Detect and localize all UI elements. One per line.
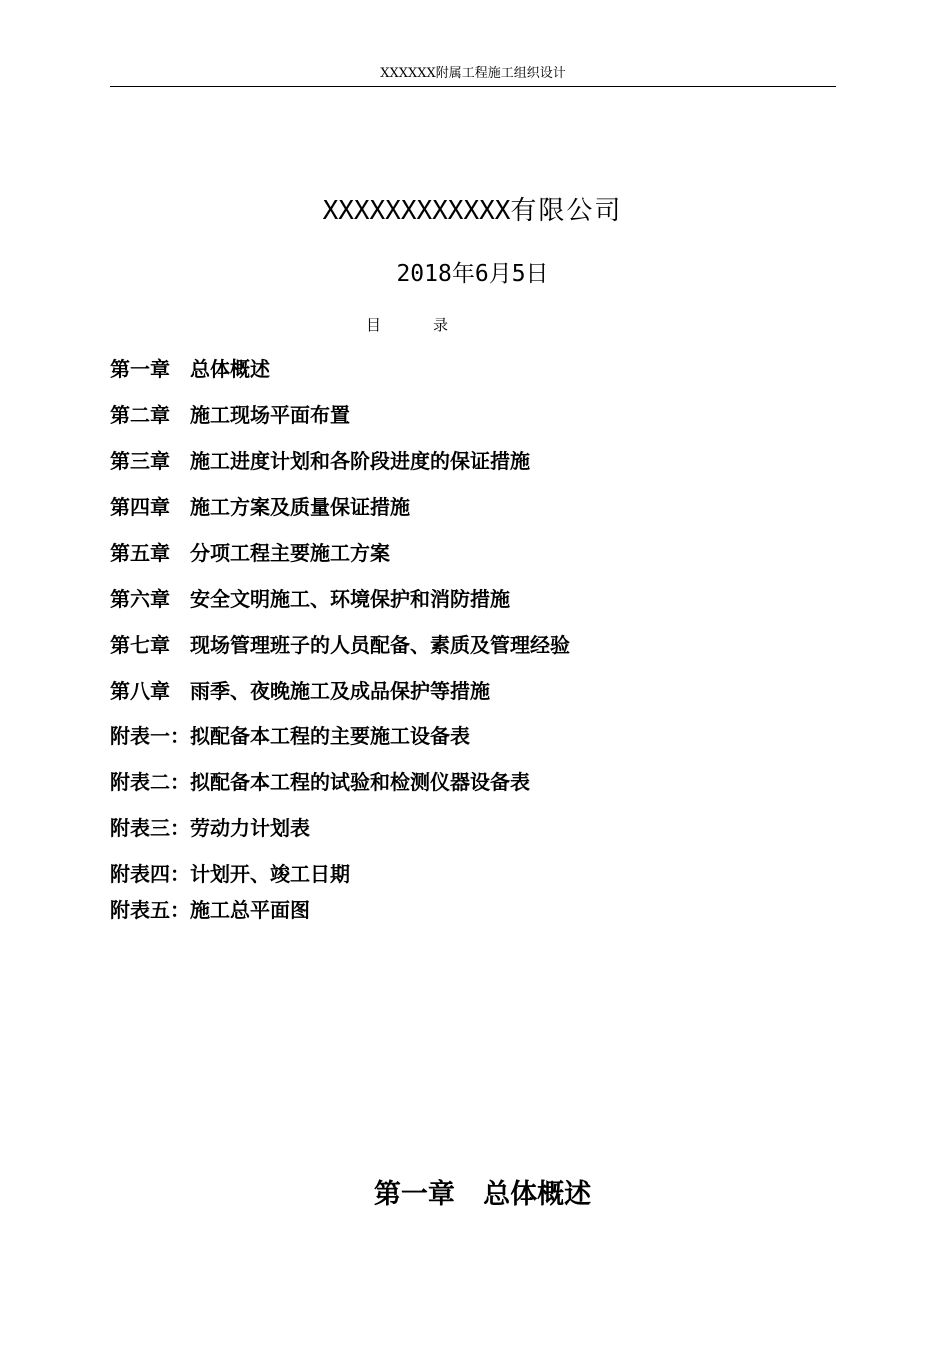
chapter-heading-title: 总体概述 bbox=[483, 1179, 592, 1210]
toc-item-chapter-4[interactable] bbox=[110, 494, 410, 520]
toc-title-right: 录 bbox=[433, 316, 449, 334]
toc-item-number: 第一章 bbox=[110, 357, 170, 381]
company-name-cn: 有限公司 bbox=[510, 196, 623, 226]
company-name-latin: XXXXXXXXXXXX bbox=[322, 196, 511, 226]
toc-item-appendix-2[interactable] bbox=[110, 769, 530, 795]
toc-item-title: 拟配备本工程的试验和检测仪器设备表 bbox=[190, 770, 530, 794]
toc-item-number: 第四章 bbox=[110, 495, 170, 519]
toc-item-number: 第二章 bbox=[110, 403, 170, 427]
toc-item-chapter-3[interactable] bbox=[110, 448, 530, 474]
toc-item-title: 分项工程主要施工方案 bbox=[190, 541, 390, 565]
toc-item-title: 安全文明施工、环境保护和消防措施 bbox=[190, 587, 510, 611]
toc-item-chapter-5[interactable] bbox=[110, 540, 390, 566]
toc-item-number: 附表五： bbox=[110, 898, 190, 922]
toc-item-number: 附表一： bbox=[110, 724, 190, 748]
toc-item-chapter-8[interactable] bbox=[110, 678, 490, 704]
toc-item-title: 计划开、竣工日期 bbox=[190, 862, 350, 886]
toc-item-chapter-7[interactable] bbox=[110, 632, 570, 658]
toc-item-number: 附表二： bbox=[110, 770, 190, 794]
toc-item-appendix-1[interactable] bbox=[110, 723, 470, 749]
toc-item-title: 劳动力计划表 bbox=[190, 816, 310, 840]
toc-item-appendix-3[interactable] bbox=[110, 815, 310, 841]
toc-item-chapter-1[interactable] bbox=[110, 356, 270, 382]
toc-item-number: 附表三： bbox=[110, 816, 190, 840]
toc-item-title: 施工方案及质量保证措施 bbox=[190, 495, 410, 519]
toc-item-title: 施工进度计划和各阶段进度的保证措施 bbox=[190, 449, 530, 473]
chapter-heading bbox=[0, 1177, 950, 1213]
toc-item-title: 总体概述 bbox=[190, 357, 270, 381]
toc-item-number: 第五章 bbox=[110, 541, 170, 565]
toc-item-number: 第六章 bbox=[110, 587, 170, 611]
toc-item-title: 施工总平面图 bbox=[190, 898, 310, 922]
toc-item-appendix-5[interactable] bbox=[110, 897, 310, 923]
chapter-heading-number: 第一章 bbox=[373, 1179, 455, 1210]
page-header bbox=[110, 64, 836, 87]
toc-title-left: 目 bbox=[366, 316, 382, 334]
toc-item-number: 第七章 bbox=[110, 633, 170, 657]
company-name bbox=[0, 194, 945, 228]
toc-item-title: 拟配备本工程的主要施工设备表 bbox=[190, 724, 470, 748]
toc-item-title: 雨季、夜晚施工及成品保护等措施 bbox=[190, 679, 490, 703]
toc-item-appendix-4[interactable] bbox=[110, 861, 350, 887]
toc-item-chapter-6[interactable] bbox=[110, 586, 510, 612]
toc-item-title: 现场管理班子的人员配备、素质及管理经验 bbox=[190, 633, 570, 657]
toc-title bbox=[366, 315, 448, 335]
toc-item-chapter-2[interactable] bbox=[110, 402, 350, 428]
toc-item-number: 第八章 bbox=[110, 679, 170, 703]
toc-item-number: 第三章 bbox=[110, 449, 170, 473]
running-title: XXXXXX附属工程施工组织设计 bbox=[380, 66, 566, 81]
toc-item-number: 附表四： bbox=[110, 862, 190, 886]
toc-item-title: 施工现场平面布置 bbox=[190, 403, 350, 427]
document-date: 2018年6月5日 bbox=[396, 261, 549, 287]
